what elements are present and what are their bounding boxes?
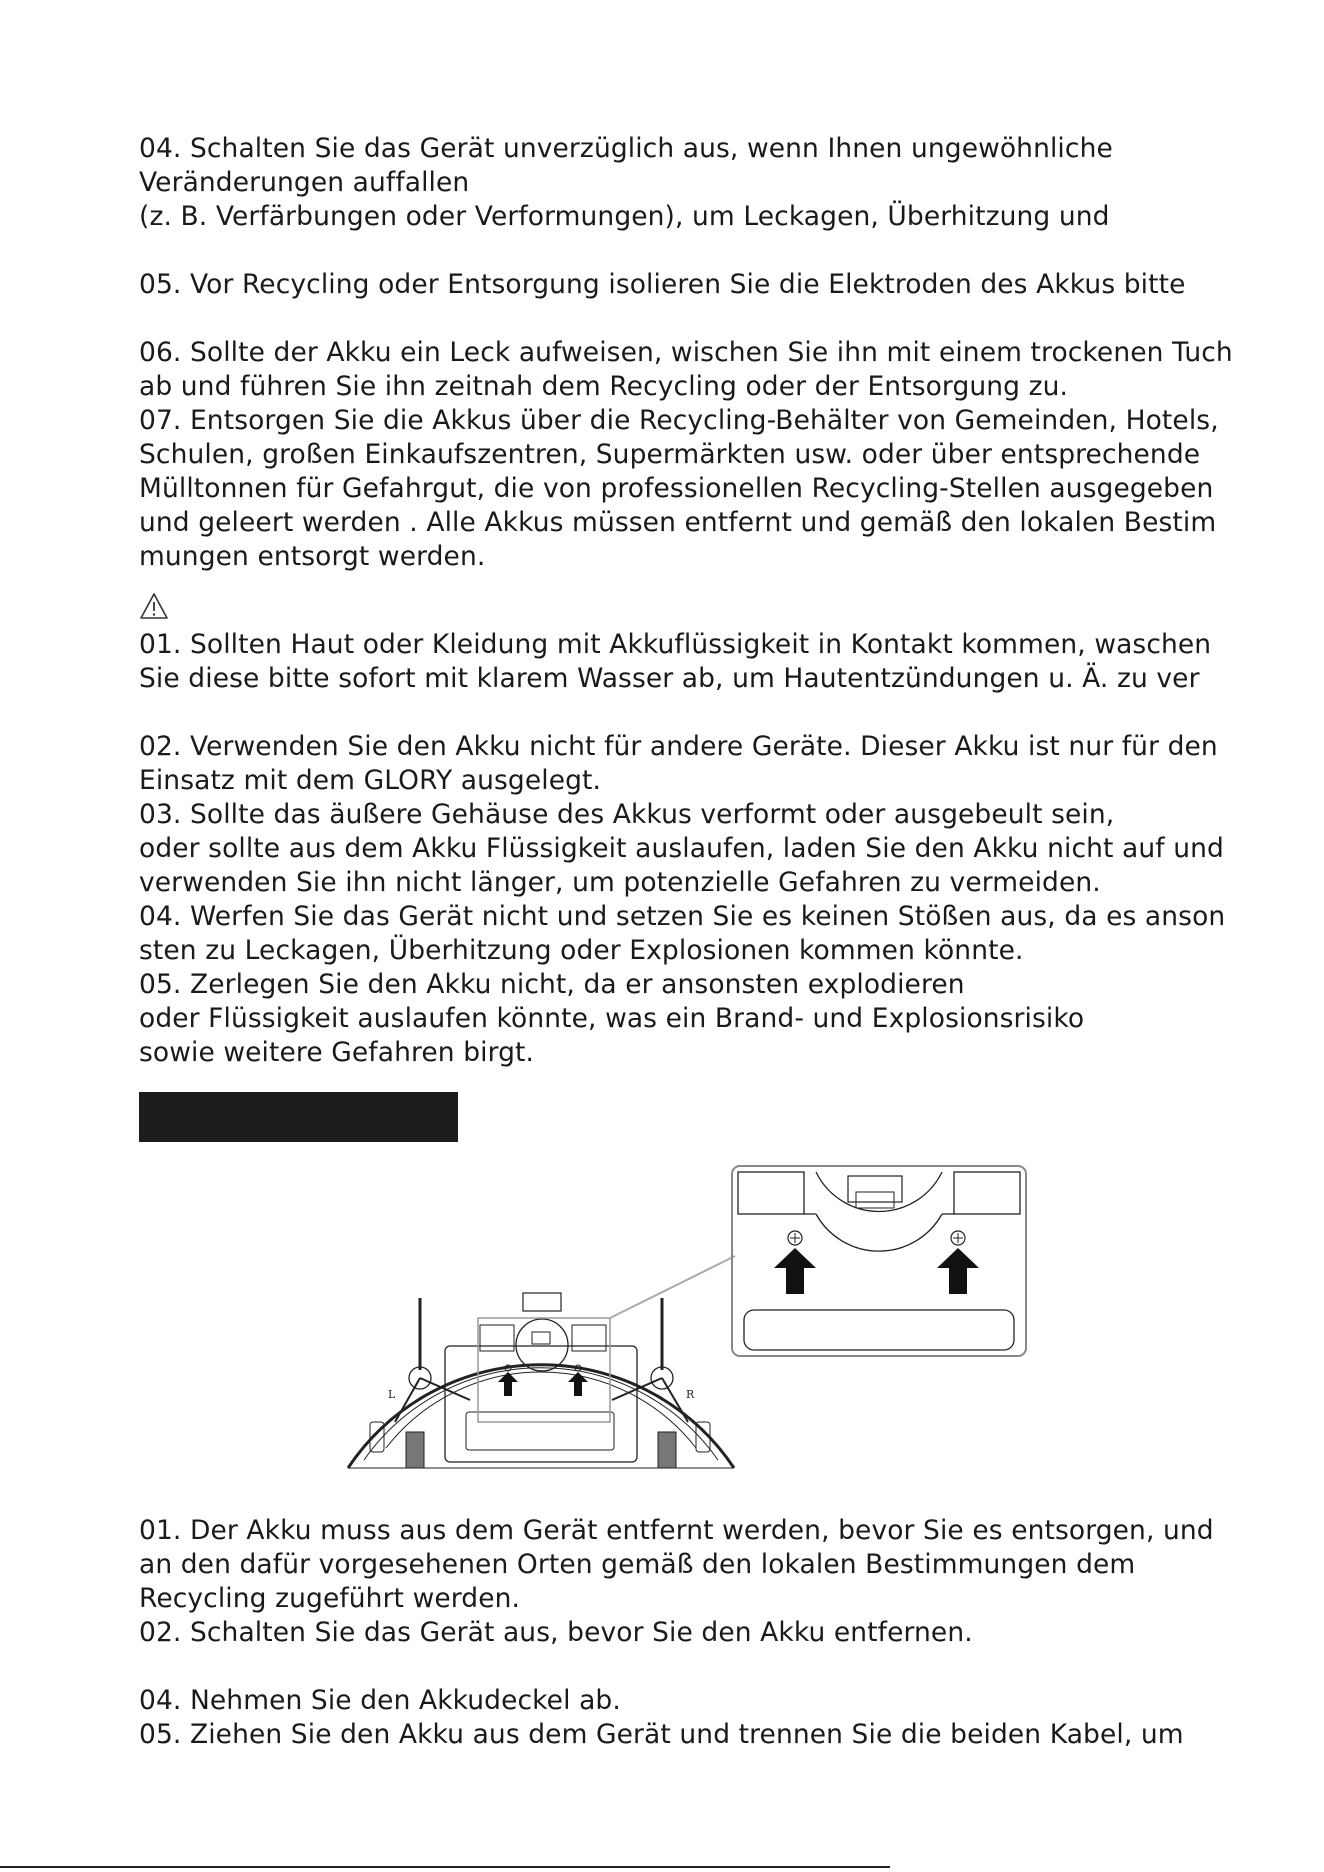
text-line: (z. B. Verfärbungen oder Verformungen), um Leckagen, Überhitzung und (139, 201, 1110, 232)
brush-left-label: L (388, 1388, 396, 1401)
text-line: 02. Schalten Sie das Gerät aus, bevor Sie den Akku entfernen. (139, 1617, 973, 1648)
text-line: 04. Werfen Sie das Gerät nicht und setzen Sie es keinen Stößen aus, da es anson (139, 901, 1226, 932)
text-line: 01. Sollten Haut oder Kleidung mit Akkuflüssigkeit in Kontakt kommen, waschen (139, 629, 1212, 660)
arrow-up-icon (568, 1372, 588, 1396)
section-heading-bar (139, 1092, 458, 1142)
text-line: 05. Zerlegen Sie den Akku nicht, da er ansonsten explodieren (139, 969, 965, 1000)
left-wheel (406, 1432, 424, 1468)
text-line: 04. Schalten Sie das Gerät unverzüglich aus, wenn Ihnen ungewöhnliche (139, 133, 1113, 164)
text-line: mungen entsorgt werden. (139, 541, 486, 572)
text-line: sowie weitere Gefahren birgt. (139, 1037, 535, 1068)
text-line: 02. Verwenden Sie den Akku nicht für andere Geräte. Dieser Akku ist nur für den (139, 731, 1218, 762)
text-line: 01. Der Akku muss aus dem Gerät entfernt werden, bevor Sie es entsorgen, und (139, 1515, 1214, 1546)
text-line: oder Flüssigkeit auslaufen könnte, was ein Brand- und Explosionsrisiko (139, 1003, 1085, 1034)
text-line: verwenden Sie ihn nicht länger, um potenzielle Gefahren zu vermeiden. (139, 867, 1101, 898)
right-wheel (658, 1432, 676, 1468)
text-line: 06. Sollte der Akku ein Leck aufweisen, wischen Sie ihn mit einem trockenen Tuch (139, 337, 1233, 368)
text-line: Recycling zugeführt werden. (139, 1583, 521, 1614)
center-wheel (516, 1319, 568, 1371)
brush-right-label: R (686, 1388, 695, 1401)
text-line: 05. Ziehen Sie den Akku aus dem Gerät und trennen Sie die beiden Kabel, um (139, 1719, 1184, 1750)
text-line: Mülltonnen für Gefahrgut, die von professionellen Recycling-Stellen ausgegeben (139, 473, 1214, 504)
text-line: Veränderungen auffallen (139, 167, 470, 198)
battery-removal-diagram (340, 1160, 1040, 1480)
warning-icon (139, 592, 169, 620)
text-line: Sie diese bitte sofort mit klarem Wasser ab, um Hautentzündungen u. Ä. zu ver (139, 663, 1200, 694)
text-line: 07. Entsorgen Sie die Akkus über die Recycling-Behälter von Gemeinden, Hotels, (139, 405, 1219, 436)
text-line: oder sollte aus dem Akku Flüssigkeit auslaufen, laden Sie den Akku nicht auf und (139, 833, 1224, 864)
text-line: Einsatz mit dem GLORY ausgelegt. (139, 765, 602, 796)
text-line: Schulen, großen Einkaufszentren, Supermärkten usw. oder über entsprechende (139, 439, 1201, 470)
text-line: an den dafür vorgesehenen Orten gemäß den lokalen Bestimmungen dem (139, 1549, 1136, 1580)
text-line: 04. Nehmen Sie den Akkudeckel ab. (139, 1685, 621, 1716)
text-line: 03. Sollte das äußere Gehäuse des Akkus verformt oder ausgebeult sein, (139, 799, 1115, 830)
footer-rule (0, 1866, 890, 1868)
zoom-inset (732, 1166, 1026, 1356)
text-line: ab und führen Sie ihn zeitnah dem Recycling oder der Entsorgung zu. (139, 371, 1069, 402)
arrow-up-icon (774, 1248, 816, 1294)
arrow-up-icon (937, 1248, 979, 1294)
text-line: und geleert werden . Alle Akkus müssen entfernt und gemäß den lokalen Bestim (139, 507, 1217, 538)
text-line: 05. Vor Recycling oder Entsorgung isolieren Sie die Elektroden des Akkus bitte (139, 269, 1186, 300)
text-line: sten zu Leckagen, Überhitzung oder Explosionen kommen könnte. (139, 935, 1024, 966)
